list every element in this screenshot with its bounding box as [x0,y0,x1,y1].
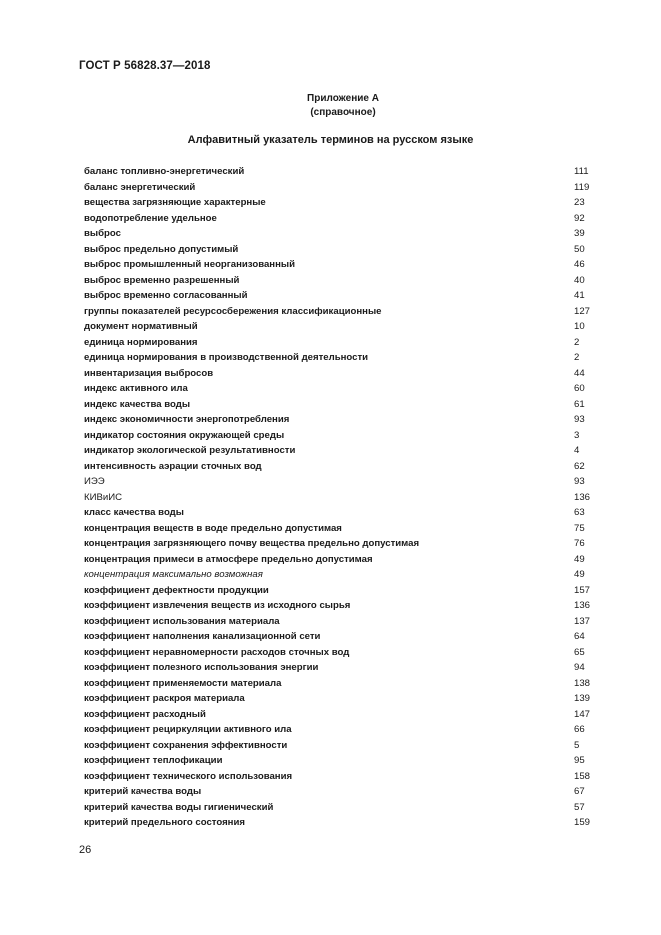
index-page-number: 93 [574,414,585,425]
index-entry [84,629,594,645]
index-term: коэффициент расходный [84,708,206,720]
index-entry [84,552,594,568]
index-term: коэффициент раскроя материала [84,693,245,704]
index-term: критерий предельного состояния [84,817,245,828]
index-page-number: 158 [574,770,591,782]
index-entry [84,583,594,599]
index-entry [84,660,594,676]
index-entry [84,459,594,475]
index-entry [84,443,594,459]
index-page-number: 64 [574,631,585,642]
index-entry [84,815,594,831]
index-entry [84,366,594,382]
index-title: Алфавитный указатель терминов на русском языке [187,134,474,146]
index-term: критерий качества воды [84,786,202,797]
index-page-number: 23 [574,197,585,208]
index-page-number: 111 [574,166,589,177]
index-term: выброс временно разрешенный [84,274,240,286]
index-page-number: 2 [574,336,580,348]
index-term: концентрация загрязняющего почву вещества предельно допустимая [84,538,420,549]
document-standard-number: ГОСТ Р 56828.37—2018 [79,60,211,72]
index-term: критерий качества воды гигиенический [84,801,274,813]
index-term: выброс промышленный неорганизованный [84,259,295,270]
index-page-number: 136 [574,600,591,611]
index-entry [84,273,594,289]
index-page-number: 159 [574,817,591,828]
index-page-number: 138 [574,677,591,689]
index-page-number: 60 [574,383,585,394]
index-page-number: 65 [574,646,585,658]
index-term: коэффициент рециркуляции активного ила [84,724,292,735]
index-entry [84,645,594,661]
index-term: концентрация веществ в воде предельно допустимая [84,522,342,534]
index-entry [84,335,594,351]
index-term: группы показателей ресурсосбережения классификационные [84,305,382,317]
index-entry [84,614,594,630]
index-entry [84,474,594,490]
index-entry [84,738,594,754]
index-page-number: 46 [574,259,585,270]
index-entry [84,381,594,397]
index-page-number: 44 [574,367,585,379]
index-page-number: 40 [574,274,585,286]
index-page-number: 66 [574,724,585,735]
index-entry [84,707,594,723]
index-page-number: 75 [574,522,585,534]
index-entry [84,598,594,614]
index-page-number: 67 [574,786,585,797]
index-entry [84,257,594,273]
index-page-number: 147 [574,708,591,720]
index-entry [84,722,594,738]
index-page-number: 137 [574,615,591,627]
index-entry [84,211,594,227]
term-index-list [84,164,594,831]
index-page-number: 139 [574,693,591,704]
index-entry [84,288,594,304]
index-page-number: 136 [574,491,591,503]
index-page-number: 4 [574,445,580,456]
index-term: коэффициент неравномерности расходов сточных вод [84,646,350,658]
index-page-number: 94 [574,662,585,673]
index-page-number: 157 [574,584,591,596]
index-term: баланс топливно-энергетический [84,166,245,177]
index-term: инвентаризация выбросов [84,367,214,379]
index-term: выброс предельно допустимый [84,243,239,255]
appendix-heading [300,92,386,120]
index-term: коэффициент технического использования [84,770,293,782]
index-entry [84,304,594,320]
index-entry [84,567,594,583]
index-term: коэффициент использования материала [84,615,280,627]
index-page-number: 95 [574,755,585,766]
index-term: коэффициент теплофикации [84,755,223,766]
index-term: коэффициент дефектности продукции [84,584,269,596]
index-term: коэффициент применяемости материала [84,677,282,689]
appendix-title: Приложение А [307,93,379,104]
index-entry [84,350,594,366]
index-page-number: 10 [574,321,585,332]
index-page-number: 41 [574,290,585,301]
index-page-number: 119 [574,181,590,193]
index-entry [84,753,594,769]
index-page-number: 127 [574,305,591,317]
index-term: индекс экономичности энергопотребления [84,414,290,425]
index-entry [84,769,594,785]
index-term: единица нормирования в производственной деятельности [84,352,369,363]
index-page-number: 2 [574,352,580,363]
index-term: ИЭЭ [84,476,105,487]
index-page-number: 92 [574,212,585,224]
index-entry [84,691,594,707]
index-term: коэффициент полезного использования энергии [84,662,319,673]
index-page-number: 57 [574,801,585,813]
index-term: коэффициент сохранения эффективности [84,739,288,751]
index-term: выброс [84,228,121,239]
index-term: индекс активного ила [84,383,188,394]
index-term: интенсивность аэрации сточных вод [84,460,262,472]
index-page-number: 50 [574,243,585,255]
index-page-number: 3 [574,429,580,441]
index-entry [84,536,594,552]
index-page-number: 63 [574,507,585,518]
index-page-number: 49 [574,569,585,580]
index-term: индекс качества воды [84,398,191,410]
index-entry [84,676,594,692]
index-entry [84,800,594,816]
index-term: индикатор состояния окружающей среды [84,429,285,441]
index-term: концентрация максимально возможная [84,569,263,580]
index-term: документ нормативный [84,321,198,332]
index-page-number: 49 [574,553,585,565]
index-term: концентрация примеси в атмосфере предельно допустимая [84,553,373,565]
index-page-number: 93 [574,476,585,487]
index-entry [84,195,594,211]
index-page-number: 39 [574,228,585,239]
index-page-number: 5 [574,739,580,751]
index-page-number: 61 [574,398,585,410]
index-term: единица нормирования [84,336,198,348]
index-entry [84,412,594,428]
index-entry [84,784,594,800]
index-term: коэффициент извлечения веществ из исходного сырья [84,600,351,611]
index-term: индикатор экологической результативности [84,445,296,456]
index-entry [84,180,594,196]
index-entry [84,226,594,242]
page-number: 26 [79,844,92,856]
index-term: баланс энергетический [84,181,196,193]
index-term: класс качества воды [84,507,184,518]
index-entry [84,505,594,521]
index-entry [84,521,594,537]
index-entry [84,397,594,413]
index-entry [84,319,594,335]
index-term: выброс временно согласованный [84,290,248,301]
index-term: водопотребление удельное [84,212,217,224]
index-entry [84,242,594,258]
appendix-subtitle: (справочное) [310,107,376,118]
index-entry [84,490,594,506]
index-entry [84,164,594,180]
index-term: вещества загрязняющие характерные [84,197,266,208]
index-term: КИВиИС [84,491,123,503]
index-page-number: 76 [574,538,585,549]
index-entry [84,428,594,444]
index-page-number: 62 [574,460,585,472]
index-term: коэффициент наполнения канализационной сети [84,631,321,642]
